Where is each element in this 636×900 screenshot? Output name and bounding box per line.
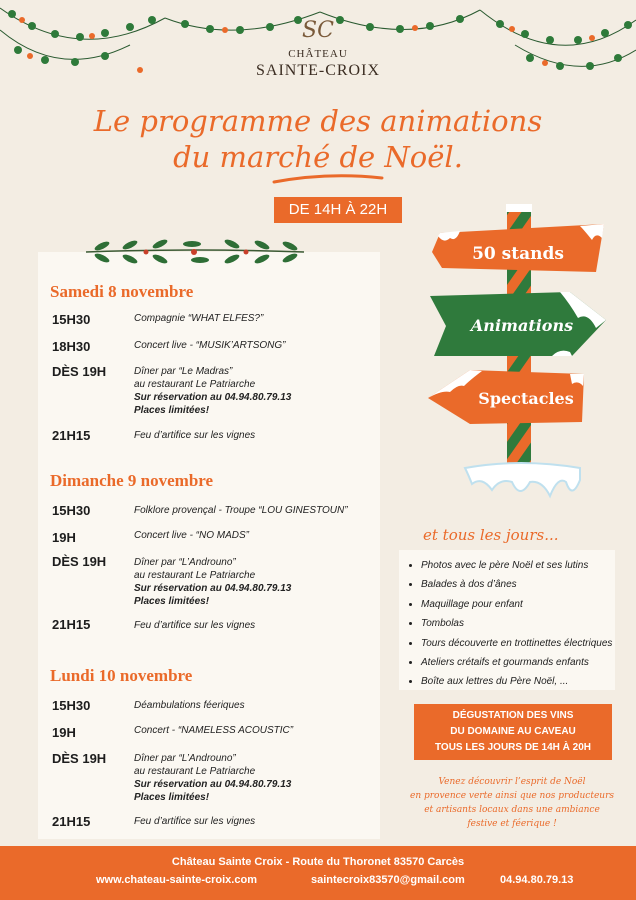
event-time: 15H30 bbox=[52, 312, 91, 327]
holly-branch-decoration bbox=[82, 236, 308, 268]
sign-label-stands: 50 stands bbox=[472, 244, 564, 264]
hours-badge: DE 14H À 22H bbox=[274, 197, 402, 223]
invitation-text: Venez découvrir l’esprit de Noël en provence verte ainsi que nos producteurs et artisants locaux dans une ambiance festive et féerique ! bbox=[410, 777, 614, 829]
event-description: Feu d’artifice sur les vignes bbox=[134, 430, 256, 441]
title-underline-swash bbox=[272, 172, 384, 186]
footer-phone[interactable]: 04.94.80.79.13 bbox=[500, 874, 574, 886]
sign-label-spectacles: Spectacles bbox=[478, 389, 574, 408]
wine-line1: DÉGUSTATION DES VINS bbox=[452, 710, 574, 721]
list-item: • Maquillage pour enfant bbox=[421, 595, 615, 614]
everyday-activities-list bbox=[399, 550, 615, 690]
event-description: Dîner par “Le Madras” au restaurant Le Patriarche Sur réservation au 04.94.80.79.13 Places limitées! bbox=[134, 366, 292, 416]
event-description: Dîner par “L’Androuno” au restaurant Le Patriarche Sur réservation au 04.94.80.79.13 Places limitées! bbox=[134, 557, 292, 607]
event-description: Dîner par “L’Androuno” au restaurant Le Patriarche Sur réservation au 04.94.80.79.13 Places limitées! bbox=[134, 753, 292, 803]
list-item: • Boîte aux lettres du Père Noël, ... bbox=[421, 672, 615, 691]
event-description: Déambulations féeriques bbox=[134, 700, 245, 711]
footer-address: Château Sainte Croix - Route du Thoronet 83570 Carcès bbox=[171, 856, 465, 868]
logo-line-sainte-croix: SAINTE-CROIX bbox=[256, 62, 380, 79]
list-item: • Balades à dos d’ânes bbox=[421, 575, 615, 594]
footer-email-link[interactable]: saintecroix83570@gmail.com bbox=[311, 874, 465, 886]
wine-tasting-banner bbox=[414, 704, 612, 760]
sign-animations bbox=[430, 292, 606, 356]
page-title-line1: Le programme des animations bbox=[93, 104, 543, 138]
event-description: Concert - “NAMELESS ACOUSTIC” bbox=[134, 725, 294, 736]
event-time: DÈS 19H bbox=[52, 364, 107, 379]
list-item: • Tours découverte en trottinettes électriques bbox=[421, 634, 615, 653]
christmas-signpost-illustration bbox=[420, 200, 620, 510]
page-title-line2: du marché de Noël. bbox=[173, 140, 463, 174]
everyday-title: et tous les jours... bbox=[423, 526, 559, 544]
footer-website-link[interactable]: www.chateau-sainte-croix.com bbox=[96, 874, 257, 886]
wine-line3: TOUS LES JOURS DE 14H À 20H bbox=[435, 742, 591, 753]
list-item: • Ateliers crétaifs et gourmands enfants bbox=[421, 653, 615, 672]
list-item: • Tombolas bbox=[421, 614, 615, 633]
event-description: Folklore provençal - Troupe “LOU GINESTOUN” bbox=[134, 505, 348, 516]
event-description: Feu d’artifice sur les vignes bbox=[134, 620, 256, 631]
event-time: 18H30 bbox=[52, 339, 91, 354]
chateau-monogram-logo: SC bbox=[302, 18, 334, 43]
event-time: 15H30 bbox=[52, 698, 91, 713]
event-time: 15H30 bbox=[52, 503, 91, 518]
event-description: Compagnie “WHAT ELFES?” bbox=[134, 313, 264, 324]
sign-spectacles bbox=[428, 370, 584, 424]
event-description: Concert live - “NO MADS” bbox=[134, 530, 250, 541]
event-time: 21H15 bbox=[52, 617, 91, 632]
event-time: 19H bbox=[52, 725, 76, 740]
event-description: Concert live - “MUSIK’ARTSONG” bbox=[134, 340, 286, 351]
event-description: Feu d’artifice sur les vignes bbox=[134, 816, 256, 827]
event-time: 21H15 bbox=[52, 814, 91, 829]
event-time: 21H15 bbox=[52, 428, 91, 443]
day-title-samedi: Samedi 8 novembre bbox=[50, 282, 194, 301]
logo-line-chateau: CHÂTEAU bbox=[288, 48, 348, 60]
sign-label-animations: Animations bbox=[470, 316, 574, 335]
sign-stands bbox=[432, 224, 604, 272]
event-time: DÈS 19H bbox=[52, 751, 107, 766]
list-item: • Photos avec le père Noël et ses lutins bbox=[421, 556, 615, 575]
day-title-lundi: Lundi 10 novembre bbox=[50, 666, 193, 685]
day-title-dimanche: Dimanche 9 novembre bbox=[50, 471, 214, 490]
wine-line2: DU DOMAINE AU CAVEAU bbox=[450, 726, 576, 737]
event-time: DÈS 19H bbox=[52, 554, 107, 569]
event-time: 19H bbox=[52, 530, 76, 545]
footer-contact-bar bbox=[0, 846, 636, 900]
